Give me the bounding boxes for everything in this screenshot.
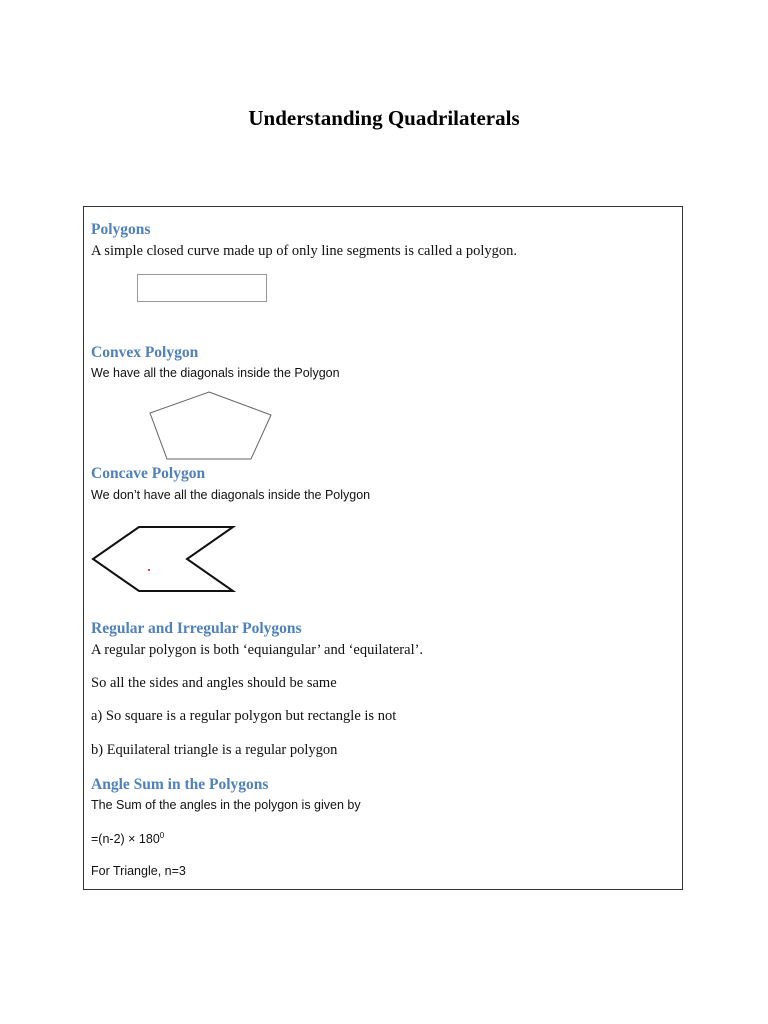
page-title: Understanding Quadrilaterals <box>248 106 520 130</box>
concave-polygon-figure <box>90 525 236 597</box>
formula-superscript: 0 <box>159 831 165 840</box>
heading-concave-polygon: Concave Polygon <box>91 465 206 482</box>
pentagon-figure <box>148 391 276 463</box>
angle-sum-line-3: For Triangle, n=3 <box>91 864 186 878</box>
heading-regular-irregular: Regular and Irregular Polygons <box>91 620 302 637</box>
red-dot <box>148 569 150 571</box>
regular-line-2: So all the sides and angles should be same <box>91 675 337 691</box>
concave-description: We don’t have all the diagonals inside the Polygon <box>91 488 371 502</box>
angle-sum-line-1: The Sum of the angles in the polygon is given by <box>91 798 361 812</box>
formula-text: =(n-2) × 180 <box>91 832 160 847</box>
polygon-figure-placeholder <box>136 273 270 305</box>
content-box <box>83 206 683 890</box>
polygons-definition: A simple closed curve made up of only line segments is called a polygon. <box>91 243 518 259</box>
heading-polygons: Polygons <box>91 221 151 238</box>
heading-angle-sum: Angle Sum in the Polygons <box>91 776 269 793</box>
angle-sum-formula <box>91 831 164 846</box>
regular-line-4: b) Equilateral triangle is a regular polygon <box>91 742 338 758</box>
regular-line-1: A regular polygon is both ‘equiangular’ and ‘equilateral’. <box>91 642 424 658</box>
heading-convex-polygon: Convex Polygon <box>91 344 199 361</box>
convex-description: We have all the diagonals inside the Polygon <box>91 366 340 380</box>
regular-line-3: a) So square is a regular polygon but rectangle is not <box>91 708 397 724</box>
